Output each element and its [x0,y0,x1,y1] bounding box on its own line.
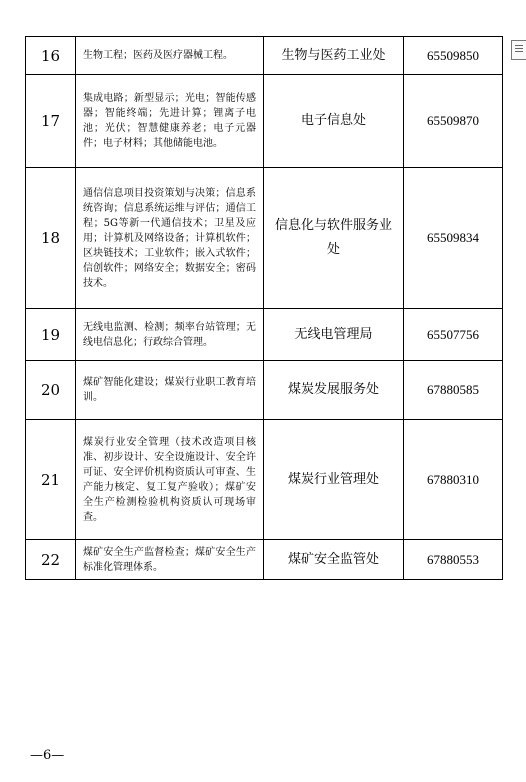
business-scope: 无线电监测、检测；频率台站管理；无线电信息化；行政综合管理。 [76,309,264,361]
department-table [25,36,503,580]
row-number: 21 [26,420,76,540]
row-number: 18 [26,168,76,309]
row-number: 17 [26,75,76,168]
page-number: —6— [30,748,65,763]
department-name: 信息化与软件服务业处 [264,168,404,309]
table-row [26,75,503,168]
business-scope: 煤矿安全生产监督检查；煤矿安全生产标准化管理体系。 [76,540,264,580]
row-number: 19 [26,309,76,361]
row-number: 20 [26,361,76,420]
phone-number: 65509870 [404,75,503,168]
phone-number: 65509834 [404,168,503,309]
table-row [26,168,503,309]
department-name: 煤炭发展服务处 [264,361,404,420]
phone-number: 67880585 [404,361,503,420]
business-scope: 煤炭行业安全管理（技术改造项目核准、初步设计、安全设施设计、安全许可证、安全评价机构资质认可审查、生产能力核定、复工复产验收）；煤矿安全生产检测检验机构资质认可现场审查。 [76,420,264,540]
business-scope: 生物工程；医药及医疗器械工程。 [76,37,264,75]
table-row [26,309,503,361]
department-name: 无线电管理局 [264,309,404,361]
table-row [26,361,503,420]
phone-number: 65507756 [404,309,503,361]
business-scope: 集成电路；新型显示；光电；智能传感器；智能终端；先进计算；锂离子电池；光伏；智慧健康养老；电子元器件；电子材料；其他储能电池。 [76,75,264,168]
phone-number: 67880310 [404,420,503,540]
table-row [26,37,503,75]
sidebar-toggle-icon[interactable] [511,40,526,60]
table-row [26,420,503,540]
business-scope: 通信信息项目投资策划与决策；信息系统咨询；信息系统运维与评估；通信工程；5G等新一代通信技术；卫星及应用；计算机及网络设备；计算机软件；区块链技术；工业软件；嵌入式软件；信创软件；网络安全；数据安全；密码技术。 [76,168,264,309]
department-name: 生物与医药工业处 [264,37,404,75]
phone-number: 65509850 [404,37,503,75]
business-scope: 煤矿智能化建设；煤炭行业职工教育培训。 [76,361,264,420]
phone-number: 67880553 [404,540,503,580]
department-name: 煤矿安全监管处 [264,540,404,580]
department-name: 电子信息处 [264,75,404,168]
table-row [26,540,503,580]
department-name: 煤炭行业管理处 [264,420,404,540]
row-number: 22 [26,540,76,580]
row-number: 16 [26,37,76,75]
